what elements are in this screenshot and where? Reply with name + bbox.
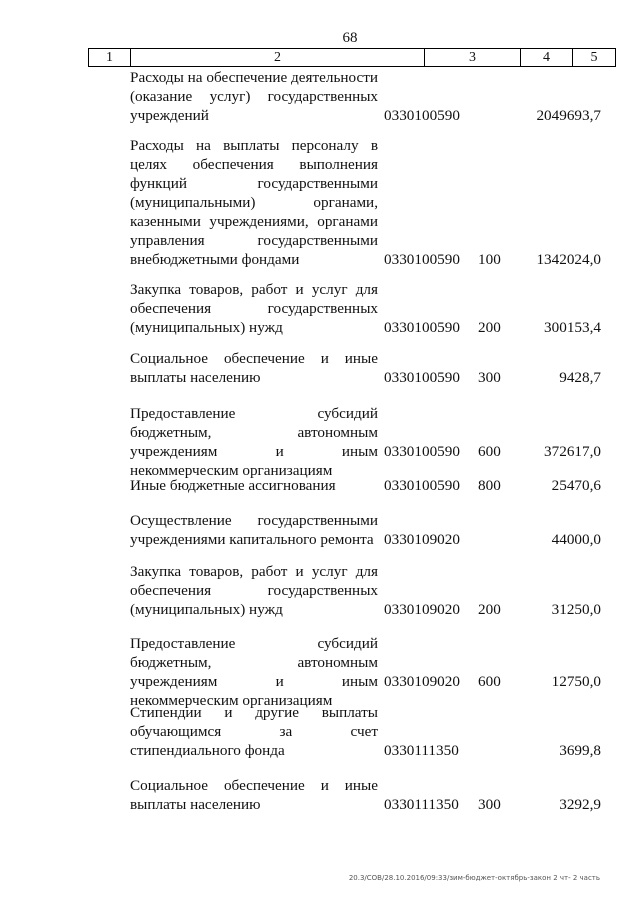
row-vr: 200: [478, 319, 501, 336]
row-vr: 800: [478, 477, 501, 494]
row-vr: 600: [478, 443, 501, 460]
row-vr: 100: [478, 251, 501, 268]
header-col-3: 3: [424, 49, 520, 66]
row-name: Иные бюджетные ассигнования: [130, 477, 336, 494]
row-amount: 9428,7: [559, 369, 601, 386]
row-code: 0330100590: [384, 443, 460, 460]
header-col-1: 1: [88, 49, 130, 66]
row-amount: 44000,0: [551, 531, 601, 548]
row-vr: 200: [478, 601, 501, 618]
row-name: Расходы на обеспечение деятельности (оказание услуг) государственных учреждений: [130, 69, 378, 124]
row-code: 0330109020: [384, 601, 460, 618]
row-name: Социальное обеспечение и иные выплаты населению: [130, 777, 378, 813]
row-amount: 1342024,0: [536, 251, 601, 268]
row-name: Стипендии и другие выплаты обучающимся за счет стипендиального фонда: [130, 704, 378, 759]
row-amount: 372617,0: [544, 443, 601, 460]
row-code: 0330100590: [384, 251, 460, 268]
row-code: 0330111350: [384, 742, 459, 759]
row-amount: 25470,6: [551, 477, 601, 494]
row-code: 0330100590: [384, 319, 460, 336]
row-vr: 300: [478, 369, 501, 386]
row-code: 0330100590: [384, 369, 460, 386]
row-amount: 3292,9: [559, 796, 601, 813]
footer-stamp: 20.3/СОВ/28.10.2016/09:33/зим-бюджет-октябрь-закон 2 чт- 2 часть: [348, 874, 600, 882]
page-number: 68: [342, 30, 358, 46]
row-name: Закупка товаров, работ и услуг для обеспечения государственных (муниципальных) нужд: [130, 281, 378, 336]
row-amount: 12750,0: [551, 673, 601, 690]
row-name: Предоставление субсидий бюджетным, автономным учреждениям и иным некоммерческим организациям: [130, 405, 378, 479]
row-name: Осуществление государственными учреждениями капитального ремонта: [130, 512, 378, 548]
row-vr: 600: [478, 673, 501, 690]
table-header: [88, 48, 616, 67]
row-code: 0330111350: [384, 796, 459, 813]
row-name: Закупка товаров, работ и услуг для обеспечения государственных (муниципальных) нужд: [130, 563, 378, 618]
header-col-2: 2: [130, 49, 424, 66]
row-vr: 300: [478, 796, 501, 813]
row-name: Социальное обеспечение и иные выплаты населению: [130, 350, 378, 386]
row-code: 0330109020: [384, 673, 460, 690]
row-code: 0330100590: [384, 477, 460, 494]
row-name: Расходы на выплаты персоналу в целях обеспечения выполнения функций государственными (муниципальными) органами, казенными учреждениями, органами управления государственными внебюджетными фондами: [130, 137, 378, 268]
row-name: Предоставление субсидий бюджетным, автономным учреждениям и иным некоммерческим организациям: [130, 635, 378, 709]
row-amount: 300153,4: [544, 319, 601, 336]
header-col-4: 4: [520, 49, 572, 66]
row-amount: 2049693,7: [536, 107, 601, 124]
row-amount: 3699,8: [559, 742, 601, 759]
row-code: 0330100590: [384, 107, 460, 124]
row-amount: 31250,0: [551, 601, 601, 618]
row-code: 0330109020: [384, 531, 460, 548]
header-col-5: 5: [572, 49, 616, 66]
